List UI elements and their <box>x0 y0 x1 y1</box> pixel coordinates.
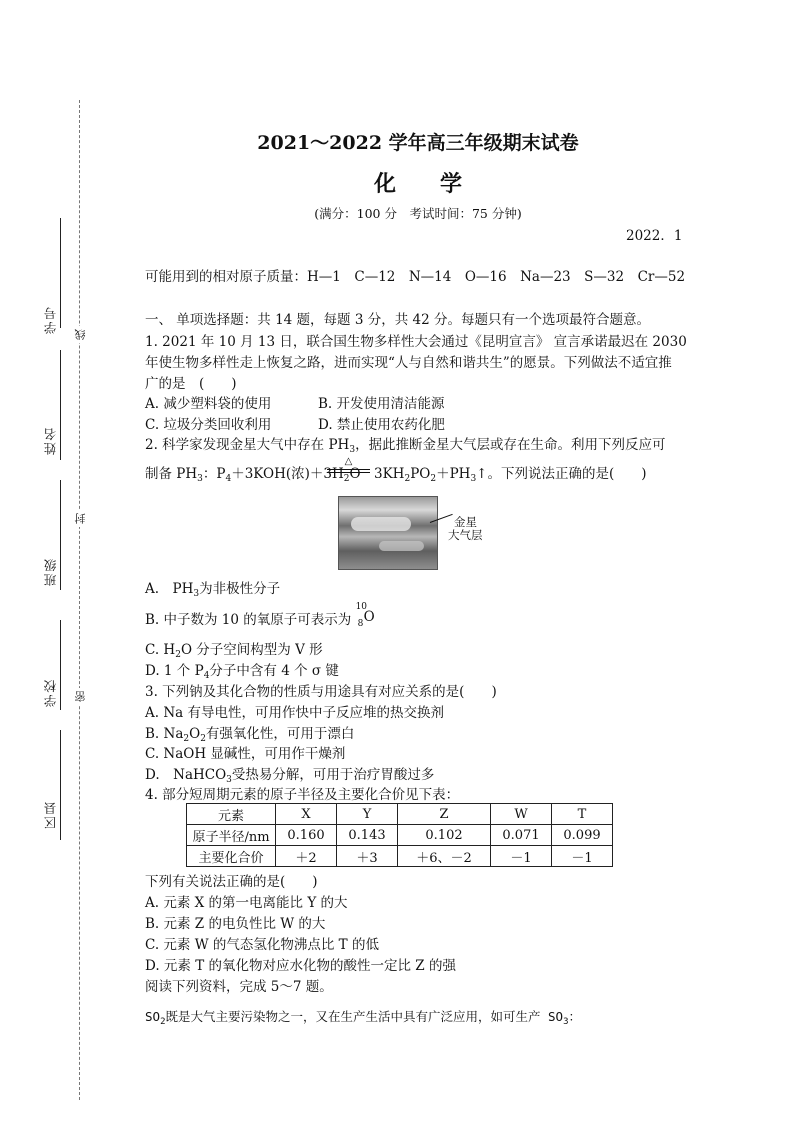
table-cell: 0.071 <box>491 825 552 846</box>
name-fill-line <box>60 350 61 460</box>
margin-label-school: 学校 <box>43 678 58 707</box>
table-cell: 0.160 <box>276 825 337 846</box>
table-row <box>187 825 613 846</box>
q3-stem: 3. 下列钠及其化合物的性质与用途具有对应关系的是( ) <box>145 684 497 700</box>
table-row <box>187 846 613 867</box>
q4-option-b: B. 元素 Z 的电负性比 W 的大 <box>145 916 326 932</box>
table-cell: 0.099 <box>552 825 613 846</box>
q1-option-a: A. 减少塑料袋的使用 <box>145 396 272 412</box>
q3-option-a: A. Na 有导电性，可用作快中子反应堆的热交换剂 <box>145 705 444 721</box>
school-fill-line <box>60 620 61 710</box>
table-cell: ＋3 <box>337 846 398 867</box>
table-cell: T <box>552 804 613 825</box>
table-cell: 原子半径/nm <box>187 825 276 846</box>
q1-stem-line1: 1. 2021 年 10 月 13 日，联合国生物多样性大会通过《昆明宣言》 宣言承诺最迟在 2030 <box>145 334 687 350</box>
subject-title: 化 学 <box>373 171 462 197</box>
margin-label-student-id: 学号 <box>43 305 58 334</box>
q2-option-c: C. $H_2O$ 分子空间构型为 V 形 <box>145 642 323 660</box>
binding-line <box>79 100 80 1100</box>
q4-option-d: D. 元素 T 的氧化物对应水化物的酸性一定比 Z 的强 <box>145 958 456 974</box>
figure-label-atmosphere: 大气层 <box>448 528 483 542</box>
table-cell: ＋2 <box>276 846 337 867</box>
table-cell: W <box>491 804 552 825</box>
atomic-masses: 可能用到的相对原子质量：H—1 C—12 N—14 O—16 Na—23 S—32 Cr—52 <box>145 269 686 285</box>
table-cell: Z <box>398 804 491 825</box>
q2-stem-line1: 2. 科学家发现金星大气中存在 $PH_3$，据此推断金星大气层或存在生命。利用下列反应可 <box>145 437 666 455</box>
student-id-fill-line <box>60 218 61 328</box>
margin-label-class: 班级 <box>43 557 58 586</box>
table-cell: 元素 <box>187 804 276 825</box>
seal-char-line: 线 <box>73 326 89 343</box>
q1-option-d: D. 禁止使用农药化肥 <box>318 417 445 433</box>
table-cell: 0.143 <box>337 825 398 846</box>
q4-stem: 4. 部分短周期元素的原子半径及主要化合价见下表： <box>145 787 460 803</box>
section-heading: 一、 单项选择题：共 14 题，每题 3 分，共 42 分。每题只有一个选项最符合题意。 <box>145 312 650 328</box>
q3-option-c: C. NaOH 显碱性，可用作干燥剂 <box>145 746 346 762</box>
q1-option-c: C. 垃圾分类回收利用 <box>145 417 272 433</box>
margin-label-name: 姓名 <box>43 426 58 455</box>
q4-option-a: A. 元素 X 的第一电离能比 Y 的大 <box>145 895 348 911</box>
reaction-arrow <box>327 456 370 473</box>
element-table <box>186 803 613 867</box>
exam-title: 2021～2022 学年高三年级期末试卷 <box>257 132 579 154</box>
class-fill-line <box>60 480 61 590</box>
table-cell: －1 <box>491 846 552 867</box>
q1-option-b: B. 开发使用清洁能源 <box>318 396 445 412</box>
exam-info: (满分：100 分 考试时间：75 分钟) <box>314 206 522 221</box>
table-cell: －1 <box>552 846 613 867</box>
seal-char-secret: 密 <box>73 688 89 705</box>
q4-option-c: C. 元素 W 的气态氢化物沸点比 T 的低 <box>145 937 379 953</box>
table-cell: ＋6、－2 <box>398 846 491 867</box>
isotope-mass-number: 10 <box>355 602 368 612</box>
table-cell: 主要化合价 <box>187 846 276 867</box>
q3-option-d: D. NaHCO$_3$受热易分解，可用于治疗胃酸过多 <box>145 767 435 785</box>
reading-text: $SO_2$既是大气主要污染物之一，又在生产生活中具有广泛应用，如可生产 $SO_3$： <box>145 1009 582 1027</box>
q3-option-b: B. $Na_2O_2$有强氧化性，可用于漂白 <box>145 726 355 744</box>
exam-date: 2022．1 <box>626 228 683 244</box>
q2-equation-left: 制备 $PH_3$：$P_4+3KOH$(浓)$+3H_2O$ <box>145 466 361 484</box>
q2-option-d: D. 1 个 $P_4$分子中含有 4 个 σ 键 <box>145 663 339 681</box>
q2-option-a: A. $PH_3$为非极性分子 <box>145 581 281 599</box>
q1-stem-line3: 广的是 ( ) <box>145 376 237 392</box>
figure-label-venus: 金星 <box>454 515 477 529</box>
heat-condition: △ <box>344 456 353 467</box>
table-cell: X <box>276 804 337 825</box>
venus-atmosphere-photo <box>338 496 438 570</box>
seal-char-seal: 封 <box>73 510 89 527</box>
table-cell: Y <box>337 804 398 825</box>
table-cell: 0.102 <box>398 825 491 846</box>
table-header-row <box>187 804 613 825</box>
isotope-symbol: O <box>363 609 375 625</box>
q2-option-b: B. 中子数为 10 的氧原子可表示为 10 8 O <box>145 602 375 629</box>
q2-equation-right: $3KH_2PO_2+PH_3↑$。下列说法正确的是( ) <box>374 466 647 484</box>
q4-question: 下列有关说法正确的是( ) <box>145 874 318 890</box>
district-fill-line <box>60 730 61 840</box>
q1-stem-line2: 年使生物多样性走上恢复之路，进而实现“人与自然和谐共生”的愿景。下列做法不适宜推 <box>145 355 672 371</box>
isotope-atomic-number: 8 <box>357 619 364 629</box>
margin-label-district: 区县 <box>43 800 58 829</box>
reading-intro: 阅读下列资料，完成 5～7 题。 <box>145 979 333 995</box>
